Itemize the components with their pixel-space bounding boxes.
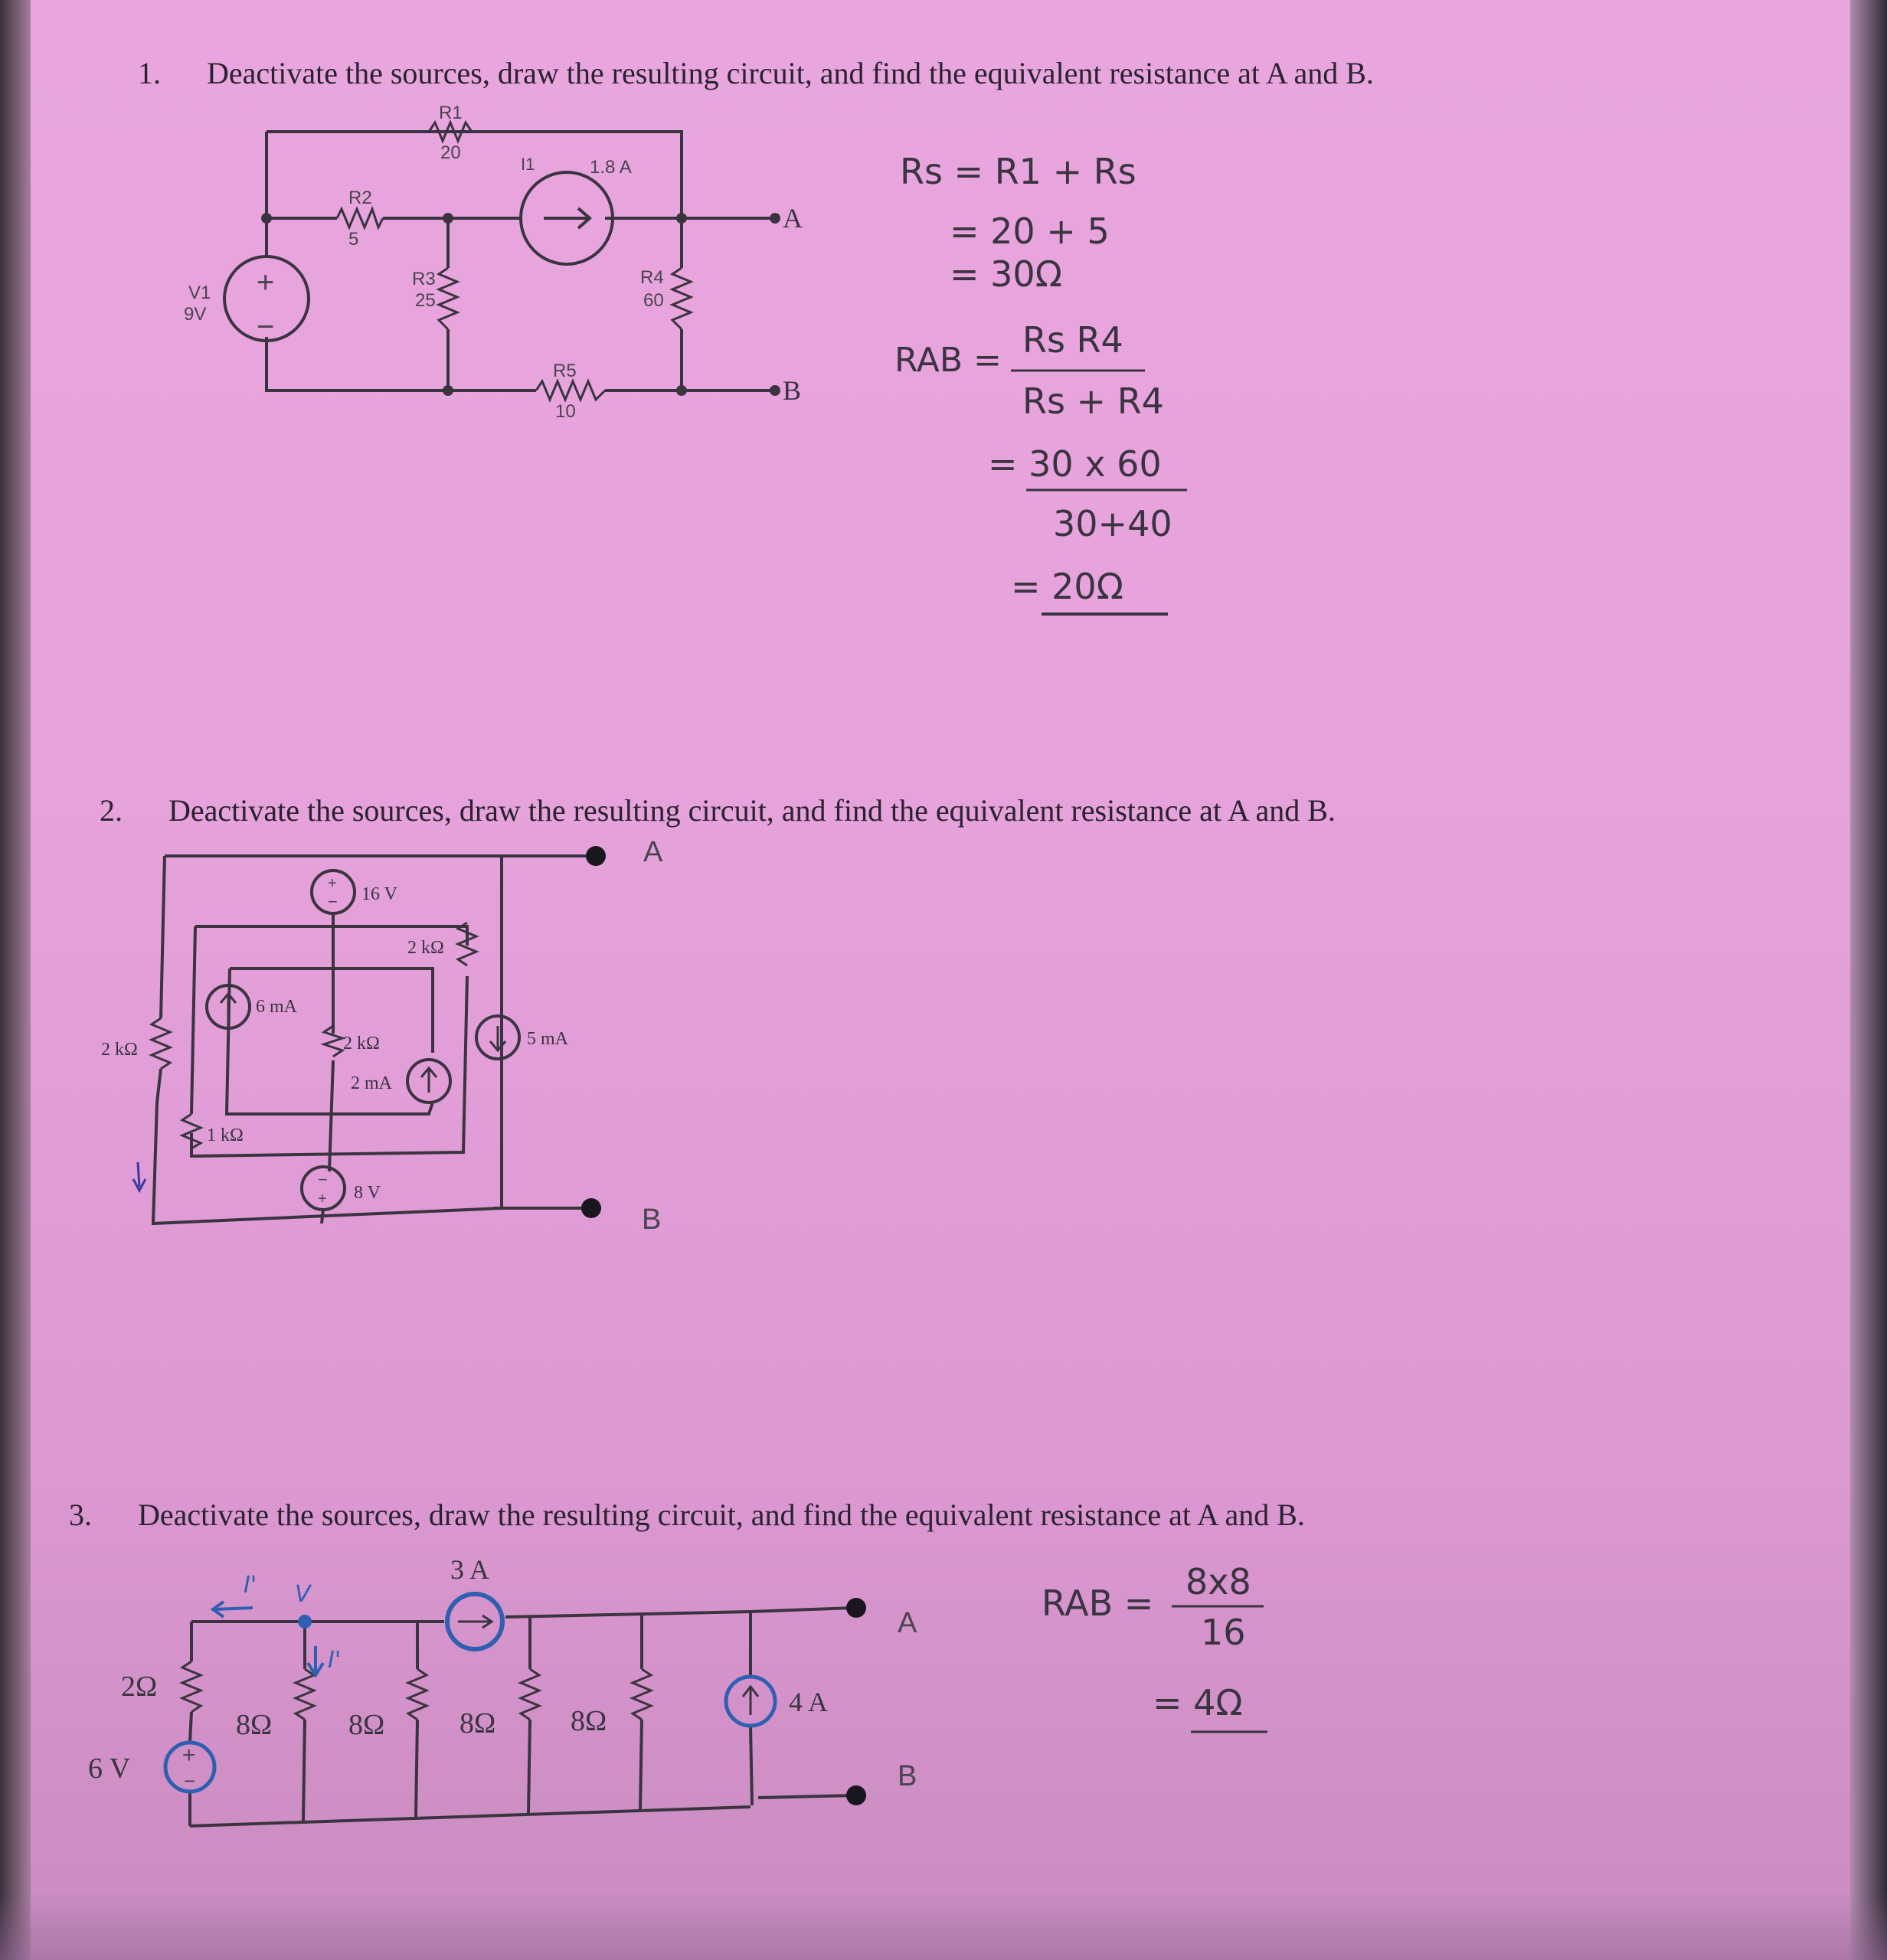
svg-text:+: + <box>182 1743 196 1768</box>
q2-2k-left-label: 2 kΩ <box>101 1040 138 1060</box>
svg-text:−: − <box>328 892 338 911</box>
q2-16v-label: 16 V <box>361 884 397 904</box>
q3-8ohm-b-label: 8Ω <box>348 1709 385 1741</box>
q3-3a-label: 3 A <box>450 1554 490 1585</box>
q2-2ma-label: 2 mA <box>351 1073 392 1093</box>
r1-value: 20 <box>440 142 461 163</box>
q3-work-den: 16 <box>1201 1612 1246 1653</box>
r4-label: R4 <box>640 267 664 288</box>
q2-1k-label: 1 kΩ <box>207 1125 244 1145</box>
terminal-b: B <box>783 375 802 406</box>
svg-text:I': I' <box>328 1647 342 1674</box>
q3-8ohm-c-label: 8Ω <box>459 1707 496 1740</box>
q1-work-den2: 30+40 <box>1053 503 1172 544</box>
q1-work-line1: Rs = R1 + Rs <box>900 151 1136 192</box>
q3-2ohm-label: 2Ω <box>121 1671 158 1703</box>
q2-5ma-label: 5 mA <box>527 1029 568 1049</box>
q1-work-line3: = 30Ω <box>950 253 1062 295</box>
question-1-number: 1. <box>138 56 161 90</box>
q1-work-num1: Rs R4 <box>1022 319 1123 361</box>
q3-terminal-b-dot <box>846 1785 866 1805</box>
r2-value: 5 <box>348 229 359 250</box>
r1-label: R1 <box>439 103 463 123</box>
svg-text:−: − <box>318 1170 328 1189</box>
question-2-text: Deactivate the sources, draw the resulting circuit, and find the equivalent resistance at A and B. <box>168 793 1336 828</box>
q3-terminal-a-dot <box>846 1598 866 1618</box>
i1-value: 1.8 A <box>590 157 632 178</box>
q1-work-rab: RAB = <box>894 341 1002 380</box>
q2-2k-top-label: 2 kΩ <box>407 938 444 958</box>
r2-label: R2 <box>348 188 372 208</box>
question-2-number: 2. <box>100 793 123 828</box>
svg-text:+: + <box>257 266 275 299</box>
q2-6ma-label: 6 mA <box>256 997 297 1017</box>
v1-label: V1 <box>188 283 211 303</box>
v1-value: 9V <box>184 304 207 325</box>
q3-work-num: 8x8 <box>1186 1561 1251 1602</box>
q3-work-rab: RAB = <box>1042 1583 1154 1624</box>
q1-work-den1: Rs + R4 <box>1022 381 1164 422</box>
terminal-a: A <box>783 203 803 234</box>
i1-label: I1 <box>521 155 535 174</box>
q3-8ohm-d-label: 8Ω <box>571 1705 607 1737</box>
q3-4a-label: 4 A <box>789 1687 829 1717</box>
r3-label: R3 <box>412 269 436 289</box>
svg-text:V: V <box>295 1581 311 1608</box>
r5-value: 10 <box>555 401 576 422</box>
question-1-text: Deactivate the sources, draw the resulting circuit, and find the equivalent resistance at A and B. <box>207 56 1374 90</box>
r4-value: 60 <box>643 290 664 311</box>
q3-terminal-a: A <box>898 1607 917 1639</box>
q2-terminal-b: B <box>642 1204 662 1236</box>
svg-text:+: + <box>318 1191 327 1207</box>
svg-text:I': I' <box>244 1572 257 1599</box>
question-3-text: Deactivate the sources, draw the resulting circuit, and find the equivalent resistance at A and B. <box>138 1498 1305 1532</box>
q2-8v-label: 8 V <box>354 1183 381 1203</box>
q3-6v-label: 6 V <box>88 1753 131 1785</box>
q3-work-result: = 4Ω <box>1153 1682 1243 1723</box>
svg-text:+: + <box>328 875 337 892</box>
svg-text:−: − <box>184 1769 196 1792</box>
q1-work-num2: = 30 x 60 <box>988 443 1162 485</box>
q3-8ohm-a-label: 8Ω <box>236 1709 273 1741</box>
q2-2k-mid-label: 2 kΩ <box>343 1034 380 1054</box>
q2-terminal-a: A <box>643 836 663 868</box>
q3-terminal-b: B <box>898 1760 917 1792</box>
svg-text:−: − <box>257 310 275 344</box>
r3-value: 25 <box>415 290 436 311</box>
q1-work-result: = 20Ω <box>1011 566 1123 607</box>
q1-work-line2: = 20 + 5 <box>950 211 1110 252</box>
r5-label: R5 <box>553 361 577 381</box>
question-3-number: 3. <box>69 1498 92 1532</box>
